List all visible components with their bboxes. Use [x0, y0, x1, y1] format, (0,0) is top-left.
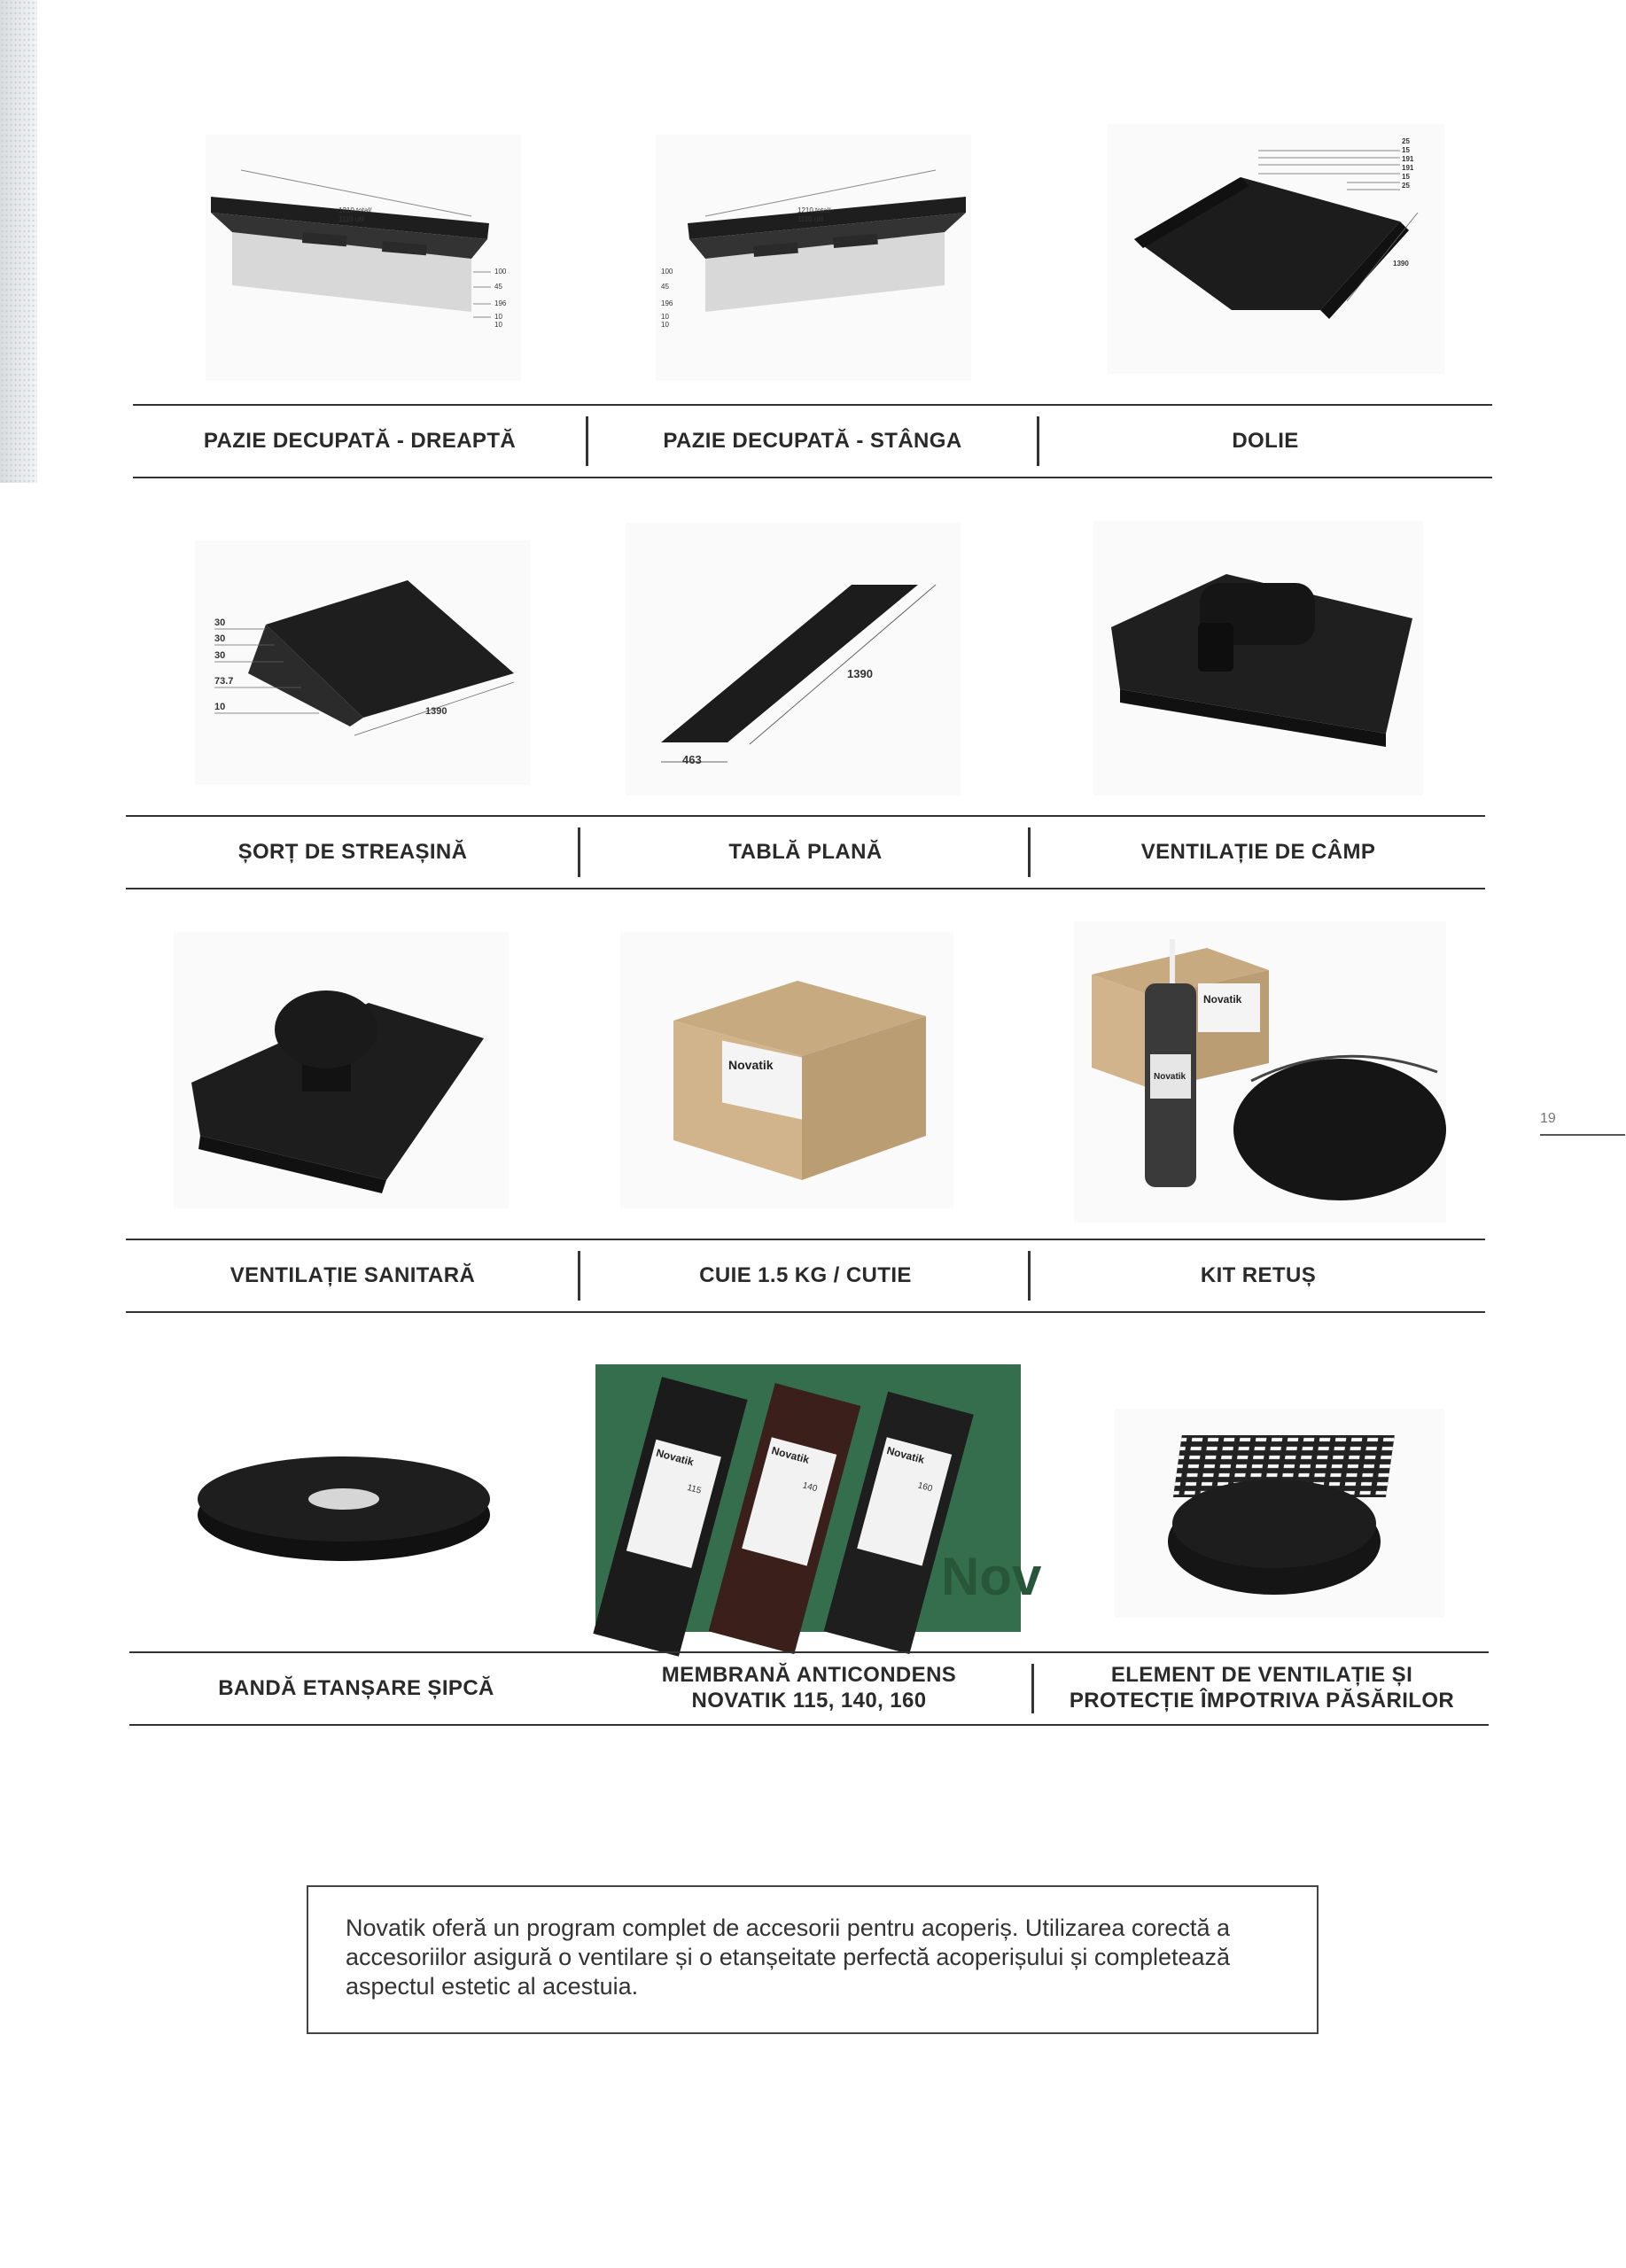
dim-width: 463: [682, 753, 702, 766]
label-sort-streasina: ȘORȚ DE STREAȘINĂ: [237, 839, 468, 864]
dim-length: 1390: [425, 706, 447, 717]
label-dolie: DOLIE: [1232, 428, 1299, 453]
dim-util: 1110 util: [338, 215, 365, 223]
membrane-logo: Novatik: [654, 1446, 696, 1469]
product-image-dolie: [1108, 124, 1444, 374]
info-note: [307, 1885, 1319, 2034]
page-number: 19: [1540, 1111, 1556, 1126]
dim-value: 10: [494, 313, 502, 321]
label-kit-retus: KIT RETUȘ: [1200, 1262, 1317, 1287]
dim-value: 196: [494, 299, 507, 307]
dim-length: 1390: [1393, 260, 1409, 268]
edge-texture: [0, 0, 37, 483]
product-image-pazie-dreapta: [206, 135, 521, 381]
dim-value: 100: [494, 268, 507, 276]
dim-value: 100: [661, 268, 673, 276]
dim-value: 10: [661, 321, 669, 329]
column-divider: [1028, 827, 1031, 877]
label-element-ventilatie: ELEMENT DE VENTILAȚIE ȘI PROTECȚIE ÎMPOTRIVA PĂSĂRILOR: [1069, 1663, 1455, 1713]
dim-value: 10: [661, 313, 669, 321]
label-banda-etansare: BANDĂ ETANȘARE ȘIPCĂ: [218, 1675, 494, 1700]
column-divider: [1028, 1251, 1031, 1301]
dim-value: 25: [1402, 137, 1410, 145]
dim-value: 30: [214, 617, 226, 628]
dim-value: 25: [1402, 182, 1410, 190]
dim-value: 30: [214, 633, 226, 644]
membrane-label-140: 140: [801, 1480, 819, 1495]
box-logo: Novatik: [728, 1058, 774, 1072]
product-image-element-ventilatie: [1115, 1409, 1444, 1618]
dim-value: 191: [1402, 155, 1414, 163]
dim-value: 45: [661, 283, 669, 291]
product-image-sort-streasina: [195, 540, 530, 785]
dim-value: 45: [494, 283, 502, 291]
dim-value: 10: [214, 702, 226, 712]
dim-total: 1210 total/: [797, 206, 831, 214]
dim-value: 191: [1402, 164, 1414, 172]
dim-value: 15: [1402, 146, 1410, 154]
product-image-pazie-stanga: [656, 135, 971, 381]
membrane-logo: Novatik: [770, 1444, 811, 1466]
product-image-cuie-cutie: [620, 932, 953, 1208]
label-ventilatie-camp: VENTILAȚIE DE CÂMP: [1140, 839, 1376, 864]
dim-value: 196: [661, 299, 673, 307]
label-pazie-dreapta: PAZIE DECUPATĂ - DREAPTĂ: [203, 428, 517, 453]
label-cuie: CUIE 1.5 KG / CUTIE: [699, 1262, 912, 1287]
membrane-label-160: 160: [916, 1480, 934, 1495]
label-row-4: [129, 1651, 1489, 1726]
label-pazie-stanga: PAZIE DECUPATĂ - STÂNGA: [663, 428, 962, 453]
kit-box-logo: Novatik: [1203, 993, 1242, 1006]
label-membrana: MEMBRANĂ ANTICONDENS NOVATIK 115, 140, 160: [661, 1663, 957, 1713]
label-row-2: [126, 815, 1485, 889]
product-image-ventilatie-sanitara: [174, 932, 509, 1208]
dim-value: 73.7: [214, 676, 234, 687]
product-image-ventilatie-camp: [1093, 521, 1423, 796]
product-image-tabla-plana: [626, 523, 961, 796]
membrane-logo: Novatik: [885, 1444, 926, 1466]
product-image-kit-retus: [1074, 921, 1446, 1223]
dim-util: 1110 util: [797, 215, 824, 223]
product-image-banda-etansare: [186, 1418, 502, 1577]
dim-value: 30: [214, 650, 226, 661]
membrane-bg-text: Nov: [941, 1547, 1042, 1606]
dim-total: 1210 total/: [338, 206, 372, 214]
dim-value: 10: [494, 321, 502, 329]
label-row-3: [126, 1239, 1485, 1313]
info-note-text: Novatik oferă un program complet de accesorii pentru acoperiș. Utilizarea corectă a accesoriilor asigură o ventilare și o etanșeitate perfectă acoperișului și completează aspectul estetic al acestuia.: [346, 1915, 1231, 2000]
column-divider: [1031, 1664, 1034, 1713]
membrane-label-115: 115: [686, 1482, 703, 1496]
label-ventilatie-sanitara: VENTILAȚIE SANITARĂ: [230, 1262, 476, 1287]
dim-value: 15: [1402, 173, 1410, 181]
label-tabla-plana: TABLĂ PLANĂ: [728, 839, 883, 864]
bottle-logo: Novatik: [1154, 1072, 1186, 1082]
product-image-membrana: [595, 1364, 1042, 1632]
page-number-rule: [1540, 1134, 1625, 1136]
label-row-1: [133, 404, 1492, 478]
dim-length: 1390: [847, 667, 873, 680]
